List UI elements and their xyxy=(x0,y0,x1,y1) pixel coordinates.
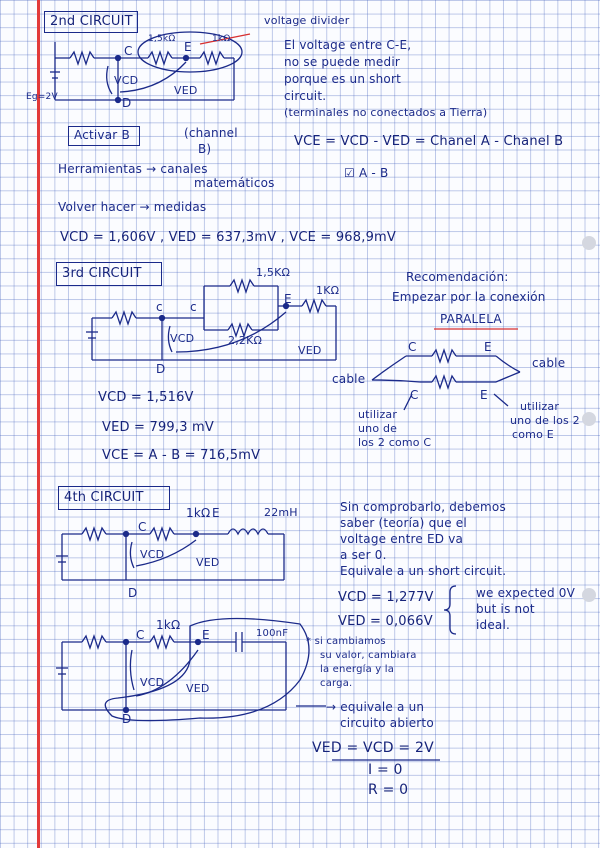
section3-title: 3rd CIRCUIT xyxy=(62,266,142,281)
cable-diagram xyxy=(372,350,520,410)
activar-label: Activar B xyxy=(74,128,130,142)
node-c-label: C xyxy=(138,520,147,534)
vcd-label: VCD xyxy=(170,332,195,345)
vcd-label: VCD xyxy=(114,74,139,87)
node-c-label: C xyxy=(124,44,133,58)
node-e-label: E xyxy=(284,292,292,306)
note-left-2: uno de xyxy=(358,422,398,435)
node-e-label: E xyxy=(184,40,192,54)
section4-title: 4th CIRCUIT xyxy=(64,490,144,505)
node-e-label: E xyxy=(212,506,220,520)
node-d-label: D xyxy=(156,362,166,376)
resistor-1-5k-label: 1,5KΩ xyxy=(256,266,291,279)
ved-label: VED xyxy=(196,556,220,569)
note-line-4: circuit. xyxy=(284,89,327,103)
cable-c-label: C xyxy=(408,340,417,354)
note-line-2: no se puede medir xyxy=(284,55,400,69)
section4-ved: VED = 0,066V xyxy=(338,614,433,629)
note-right-1: utilizar xyxy=(520,400,560,413)
matematicos: matemáticos xyxy=(194,176,275,190)
capacitor-label: 100nF xyxy=(256,628,289,639)
note-line-2: saber (teoría) que el xyxy=(340,516,467,530)
note-left-3: los 2 como C xyxy=(358,436,432,449)
node-c-label: c xyxy=(156,300,163,314)
voltage-divider-label: voltage divider xyxy=(264,14,350,27)
cable-e-label-2: E xyxy=(480,388,488,402)
volver: Volver hacer → medidas xyxy=(58,200,207,214)
node-d-label: D xyxy=(128,586,138,600)
note-line-1: El voltage entre C-E, xyxy=(284,38,412,52)
section3-vce: VCE = A - B = 716,5mV xyxy=(102,448,261,463)
recomendacion: Recomendación: xyxy=(406,270,509,284)
node-d-label: D xyxy=(122,712,132,726)
section3-ved: VED = 799,3 mV xyxy=(102,420,214,435)
node-c2-label: c xyxy=(190,300,197,314)
ved-label: VED xyxy=(174,84,198,97)
note-line-5: (terminales no conectados a Tierra) xyxy=(284,106,488,119)
resistor-2-2k-label: 2,2KΩ xyxy=(228,334,263,347)
vcd-label: VCD xyxy=(140,548,165,561)
cable-right-label: cable xyxy=(532,356,566,370)
herramientas: Herramientas → canales xyxy=(58,162,208,176)
result-current: I = 0 xyxy=(368,762,403,778)
si-cambiamos-1: * si cambiamos xyxy=(306,636,386,647)
equivale-1: → equivale a un xyxy=(326,700,425,714)
cable-e-label: E xyxy=(484,340,492,354)
note-right-2: uno de los 2 xyxy=(510,414,580,427)
inductor-label: 22mH xyxy=(264,506,298,519)
remark-3: ideal. xyxy=(476,618,511,632)
note-left-1: utilizar xyxy=(358,408,398,421)
note-line-4: a ser 0. xyxy=(340,548,387,562)
note-line-3: voltage entre ED va xyxy=(340,532,464,546)
si-cambiamos-4: carga. xyxy=(320,678,353,689)
result-resistance: R = 0 xyxy=(368,782,409,798)
remark-1: we expected 0V xyxy=(476,586,576,600)
note-right-3: como E xyxy=(512,428,554,441)
source-label: Eg=2V xyxy=(26,92,58,102)
ved-label: VED xyxy=(186,682,210,695)
si-cambiamos-3: la energía y la xyxy=(320,664,395,675)
note-line-5: Equivale a un short circuit. xyxy=(340,564,507,578)
resistor-1-label: 1,5kΩ xyxy=(148,34,176,44)
vce-equation: VCE = VCD - VED = Chanel A - Chanel B xyxy=(294,134,564,149)
section4-vcd: VCD = 1,277V xyxy=(338,590,434,605)
remark-2: but is not xyxy=(476,602,535,616)
section3-vcd: VCD = 1,516V xyxy=(98,390,194,405)
resistor-label: 1kΩ xyxy=(156,618,181,632)
channel-label-1: (channel xyxy=(184,126,238,140)
equivale-2: circuito abierto xyxy=(340,716,434,730)
empezar: Empezar por la conexión xyxy=(392,290,546,304)
paralela: PARALELA xyxy=(440,312,502,326)
node-c-label: C xyxy=(136,628,145,642)
ved-label: VED xyxy=(298,344,322,357)
cable-left-label: cable xyxy=(332,372,366,386)
si-cambiamos-2: su valor, cambiara xyxy=(320,650,417,661)
resistor-1k-label: 1KΩ xyxy=(316,284,340,297)
section2-measures: VCD = 1,606V , VED = 637,3mV , VCE = 968,9mV xyxy=(60,230,397,245)
result-ved-vcd: VED = VCD = 2V xyxy=(312,740,434,756)
cable-c-label-2: C xyxy=(410,388,419,402)
node-e-label: E xyxy=(202,628,210,642)
math-channel-check: ☑ A - B xyxy=(344,166,389,180)
vcd-label: VCD xyxy=(140,676,165,689)
note-line-3: porque es un short xyxy=(284,72,402,86)
resistor-label: 1kΩ xyxy=(186,506,211,520)
resistor-2-label: 1kΩ xyxy=(212,34,231,44)
channel-label-2: B) xyxy=(198,142,212,156)
section2-title: 2nd CIRCUIT xyxy=(50,14,133,29)
node-d-label: D xyxy=(122,96,132,110)
note-line-1: Sin comprobarlo, debemos xyxy=(340,500,506,514)
